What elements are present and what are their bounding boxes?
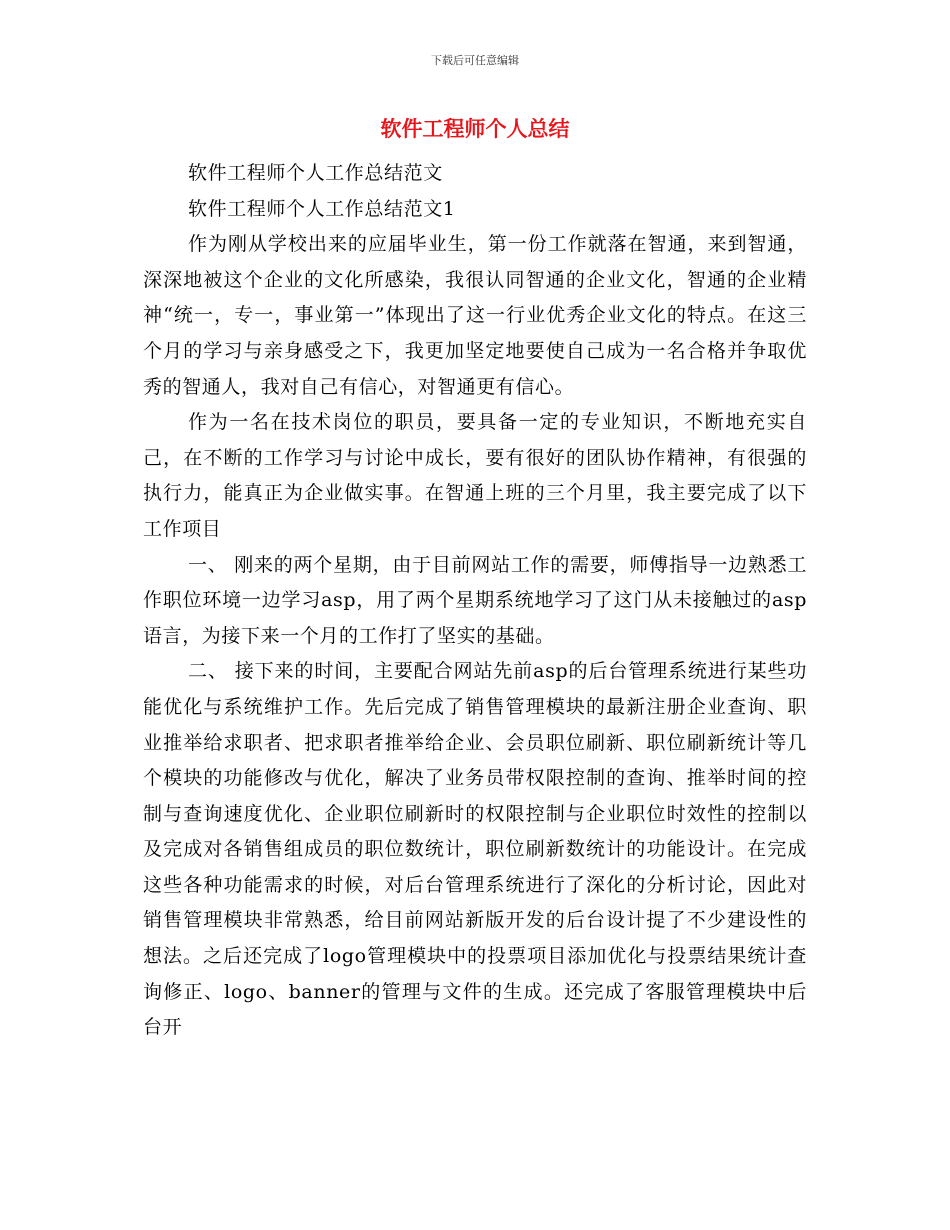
body-paragraph: 一、 刚来的两个星期，由于目前网站工作的需要，师傅指导一边熟悉工作职位环境一边学习asp，用了两个星期系统地学习了这门从未接触过的asp语言，为接下来一个月的工作打了坚实的基础。 [143,553,807,647]
document-body [143,156,807,1046]
page-header: 下载后可任意编辑 [431,54,519,67]
body-paragraph: 作为刚从学校出来的应届毕业生，第一份工作就落在智通，来到智通，深深地被这个企业的文化所感染，我很认同智通的企业文化，智通的企业精神“统一，专一，事业第一”体现出了这一行业优秀企业文化的特点。在这三个月的学习与亲身感受之下，我更加坚定地要使自己成为一名合格并争取优秀的智通人，我对自己有信心，对智通更有信心。 [143,233,807,398]
subtitle-paragraph: 软件工程师个人工作总结范文 [188,162,443,184]
document-title: 软件工程师个人总结 [380,117,570,141]
section-heading-paragraph: 软件工程师个人工作总结范文1 [188,197,456,220]
body-paragraph: 作为一名在技术岗位的职员，要具备一定的专业知识，不断地充实自己，在不断的工作学习与讨论中成长，要有很好的团队协作精神，有很强的执行力，能真正为企业做实事。在智通上班的三个月里，我主要完成了以下工作项目 [143,411,807,540]
body-paragraph: 二、 接下来的时间，主要配合网站先前asp的后台管理系统进行某些功能优化与系统维护工作。先后完成了销售管理模块的最新注册企业查询、职业推举给求职者、把求职者推举给企业、会员职位刷新、职位刷新统计等几个模块的功能修改与优化，解决了业务员带权限控制的查询、推举时间的控制与查询速度优化、企业职位刷新时的权限控制与企业职位时效性的控制以及完成对各销售组成员的职位数统计，职位刷新数统计的功能设计。在完成这些各种功能需求的时候，对后台管理系统进行了深化的分析讨论，因此对销售管理模块非常熟悉，给目前网站新版开发的后台设计提了不少建设性的想法。之后还完成了logo管理模块中的投票项目添加优化与投票结果统计查询修正、logo、banner的管理与文件的生成。还完成了客服管理模块中后台开 [143,660,807,1039]
